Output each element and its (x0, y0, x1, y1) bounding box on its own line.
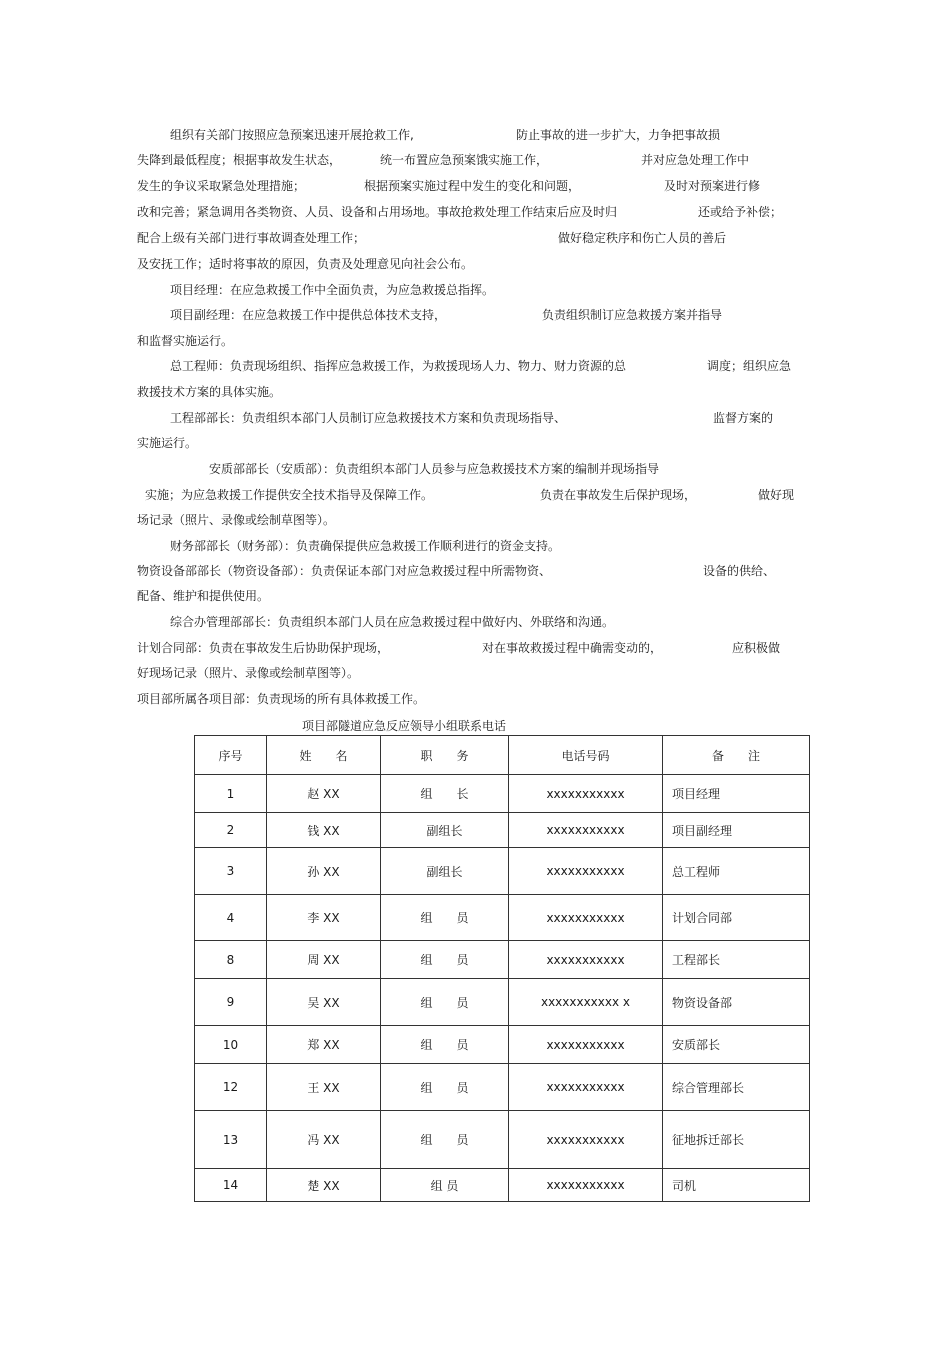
text-segment: 应积极做 (732, 641, 781, 655)
cell-no: 13 (195, 1111, 267, 1169)
text-segment: 安质部部长（安质部）：负责组织本部门人员参与应急救援技术方案的编制并现场指导 (209, 462, 660, 476)
cell-no: 4 (195, 895, 267, 941)
text-segment: 调度；组织应急 (707, 359, 792, 373)
cell-no: 9 (195, 979, 267, 1026)
table-row (195, 895, 810, 941)
header-role: 职 务 (381, 736, 509, 775)
table-row (195, 1026, 810, 1064)
table-caption: 项目部隧道应急反应领导小组联系电话 (302, 719, 507, 733)
cell-role: 组 员 (381, 1169, 509, 1202)
header-note: 备 注 (663, 736, 810, 775)
cell-phone: xxxxxxxxxxx (509, 1111, 663, 1169)
cell-phone: xxxxxxxxxxx (509, 1026, 663, 1064)
cell-name: 吴 XX (267, 979, 381, 1026)
cell-role: 组 员 (381, 1111, 509, 1169)
cell-phone: xxxxxxxxxxx (509, 813, 663, 848)
text-segment: 项目副经理：在应急救援工作中提供总体技术支持， (170, 308, 447, 322)
text-segment: 配合上级有关部门进行事故调查处理工作； (137, 231, 366, 245)
cell-name: 郑 XX (267, 1026, 381, 1064)
table-row (195, 1064, 810, 1111)
cell-name: 楚 XX (267, 1169, 381, 1202)
cell-no: 12 (195, 1064, 267, 1111)
cell-no: 2 (195, 813, 267, 848)
cell-note: 物资设备部 (663, 979, 810, 1026)
cell-note: 项目副经理 (663, 813, 810, 848)
cell-role: 组 员 (381, 895, 509, 941)
text-segment: 改和完善；紧急调用各类物资、人员、设备和占用场地。事故抢救处理工作结束后应及时归 (137, 205, 618, 219)
text-segment: 统一布置应急预案饿实施工作， (380, 153, 549, 167)
cell-name: 李 XX (267, 895, 381, 941)
cell-phone: xxxxxxxxxxx (509, 848, 663, 895)
contact-table (194, 735, 810, 1202)
cell-phone: xxxxxxxxxxx (509, 941, 663, 979)
cell-note: 项目经理 (663, 775, 810, 813)
table-row (195, 1169, 810, 1202)
text-segment: 总工程师：负责现场组织、指挥应急救援工作，为救援现场人力、物力、财力资源的总 (170, 359, 627, 373)
cell-no: 14 (195, 1169, 267, 1202)
text-segment: 监督方案的 (713, 411, 774, 425)
text-segment: 防止事故的进一步扩大，力争把事故损 (516, 128, 721, 142)
text-segment: 项目经理：在应急救援工作中全面负责，为应急救援总指挥。 (170, 283, 495, 297)
cell-role: 组 员 (381, 1026, 509, 1064)
cell-phone: xxxxxxxxxxx (509, 1169, 663, 1202)
text-segment: 和监督实施运行。 (137, 334, 234, 348)
cell-no: 10 (195, 1026, 267, 1064)
text-segment: 根据预案实施过程中发生的变化和问题， (364, 179, 581, 193)
cell-note: 计划合同部 (663, 895, 810, 941)
text-segment: 及安抚工作；适时将事故的原因，负责及处理意见向社会公布。 (137, 257, 474, 271)
cell-note: 总工程师 (663, 848, 810, 895)
text-segment: 项目部所属各项目部：负责现场的所有具体救援工作。 (137, 692, 426, 706)
cell-name: 冯 XX (267, 1111, 381, 1169)
text-segment: 负责组织制订应急救援方案并指导 (542, 308, 723, 322)
cell-no: 1 (195, 775, 267, 813)
cell-role: 组 员 (381, 1064, 509, 1111)
text-segment: 还或给予补偿； (698, 205, 783, 219)
table-header-row (195, 736, 810, 775)
cell-phone: xxxxxxxxxxx (509, 895, 663, 941)
cell-name: 钱 XX (267, 813, 381, 848)
text-segment: 实施运行。 (137, 436, 198, 450)
text-segment: 综合办管理部部长：负责组织本部门人员在应急救援过程中做好内、外联络和沟通。 (170, 615, 615, 629)
cell-name: 周 XX (267, 941, 381, 979)
text-segment: 救援技术方案的具体实施。 (137, 385, 282, 399)
table-row (195, 848, 810, 895)
text-segment: 发生的争议采取紧急处理措施； (137, 179, 306, 193)
header-no: 序号 (195, 736, 267, 775)
cell-name: 赵 XX (267, 775, 381, 813)
text-segment: 做好现 (758, 488, 795, 502)
text-segment: 物资设备部部长（物资设备部）：负责保证本部门对应急救援过程中所需物资、 (137, 564, 552, 578)
text-segment: 场记录（照片、录像或绘制草图等）。 (137, 513, 336, 527)
cell-role: 副组长 (381, 813, 509, 848)
table-row (195, 979, 810, 1026)
header-phone: 电话号码 (509, 736, 663, 775)
text-segment: 配备、维护和提供使用。 (137, 589, 270, 603)
cell-no: 3 (195, 848, 267, 895)
cell-note: 综合管理部长 (663, 1064, 810, 1111)
cell-role: 组 长 (381, 775, 509, 813)
table-row (195, 813, 810, 848)
cell-role: 组 员 (381, 941, 509, 979)
cell-note: 征地拆迁部长 (663, 1111, 810, 1169)
cell-phone: xxxxxxxxxxx x (509, 979, 663, 1026)
cell-name: 王 XX (267, 1064, 381, 1111)
table-row (195, 941, 810, 979)
cell-no: 8 (195, 941, 267, 979)
cell-note: 安质部长 (663, 1026, 810, 1064)
header-name: 姓 名 (267, 736, 381, 775)
text-segment: 计划合同部：负责在事故发生后协助保护现场， (137, 641, 390, 655)
cell-name: 孙 XX (267, 848, 381, 895)
table-body (195, 775, 810, 1202)
text-segment: 做好稳定秩序和伤亡人员的善后 (558, 231, 727, 245)
cell-note: 工程部长 (663, 941, 810, 979)
text-segment: 财务部部长（财务部）：负责确保提供应急救援工作顺利进行的资金支持。 (170, 539, 561, 553)
table-row (195, 1111, 810, 1169)
text-segment: 并对应急处理工作中 (641, 153, 750, 167)
text-segment: 好现场记录（照片、录像或绘制草图等）。 (137, 666, 360, 680)
cell-role: 副组长 (381, 848, 509, 895)
cell-role: 组 员 (381, 979, 509, 1026)
text-segment: 工程部部长：负责组织本部门人员制订应急救援技术方案和负责现场指导、 (170, 411, 567, 425)
cell-phone: xxxxxxxxxxx (509, 1064, 663, 1111)
text-segment: 实施；为应急救援工作提供安全技术指导及保障工作。 (145, 488, 434, 502)
cell-note: 司机 (663, 1169, 810, 1202)
text-segment: 对在事故救援过程中确需变动的， (482, 641, 663, 655)
cell-phone: xxxxxxxxxxx (509, 775, 663, 813)
text-segment: 负责在事故发生后保护现场， (540, 488, 697, 502)
text-segment: 失降到最低程度；根据事故发生状态， (137, 153, 342, 167)
text-segment: 组织有关部门按照应急预案迅速开展抢救工作, (170, 128, 414, 142)
text-segment: 及时对预案进行修 (664, 179, 761, 193)
table-row (195, 775, 810, 813)
text-segment: 设备的供给、 (703, 564, 776, 578)
